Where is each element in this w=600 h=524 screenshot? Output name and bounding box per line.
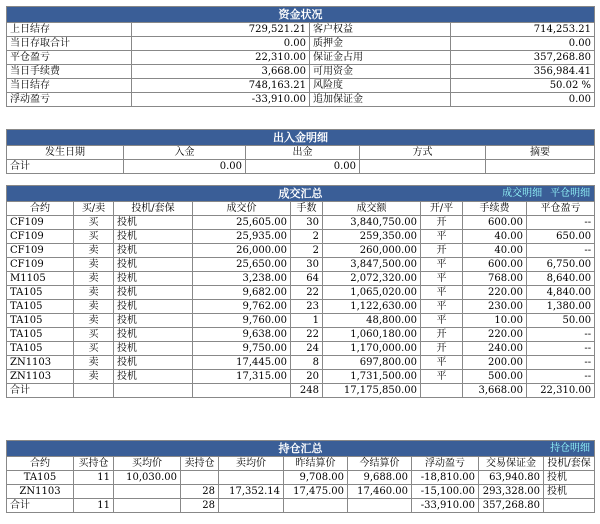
position-total-row-cell: 357,268.80: [479, 499, 544, 513]
trade-row-cell: --: [527, 356, 595, 370]
trade-row-cell: CF109: [7, 230, 74, 244]
trade-row-cell: 3,238.00: [193, 272, 291, 286]
trade-header-row-cell: 开/平: [421, 202, 463, 216]
trade-row-cell: 1,170,000.00: [323, 342, 421, 356]
trade-row-cell: 25,605.00: [193, 216, 291, 230]
trade-row-cell: 230.00: [463, 300, 527, 314]
capital-row-cell: 当日结存: [7, 79, 132, 93]
position-total-row-cell: [544, 499, 595, 513]
cash-inout-header: [7, 146, 595, 160]
trade-header-row-cell: 成交价: [193, 202, 291, 216]
position-header-row-cell: 浮动盈亏: [412, 457, 479, 471]
trade-row-cell: 2: [291, 230, 323, 244]
trade-row-cell: 平: [421, 286, 463, 300]
trade-detail-link[interactable]: 成交明细: [502, 188, 543, 199]
position-header-row-cell: 昨结算价: [284, 457, 348, 471]
trade-row: [7, 258, 595, 272]
trade-header-row-cell: 手数: [291, 202, 323, 216]
position-header-row-cell: 卖持仓: [181, 457, 219, 471]
trade-row-cell: 投机: [114, 286, 193, 300]
capital-row-cell: 保证金占用: [310, 51, 451, 65]
capital-row-cell: 0.00: [451, 93, 595, 107]
trade-row-cell: 240.00: [463, 342, 527, 356]
capital-row-cell: 714,253.21: [451, 23, 595, 37]
trade-row-cell: 投机: [114, 300, 193, 314]
cash-inout-total-row: [7, 160, 595, 174]
position-row-cell: TA105: [7, 471, 74, 485]
position-total-row-cell: [219, 499, 284, 513]
trade-row-cell: TA105: [7, 314, 74, 328]
position-row-cell: 17,460.00: [348, 485, 412, 499]
trade-total-row-cell: [421, 384, 463, 398]
trade-total-row-cell: 248: [291, 384, 323, 398]
position-summary-title: 持仓汇总: [278, 442, 323, 455]
trade-row-cell: 17,315.00: [193, 370, 291, 384]
trade-row-cell: 3,847,500.00: [323, 258, 421, 272]
trade-row-cell: 1,380.00: [527, 300, 595, 314]
position-header-row-cell: 今结算价: [348, 457, 412, 471]
trade-row-cell: TA105: [7, 300, 74, 314]
position-row-cell: 投机: [544, 471, 595, 485]
trade-row-cell: 买: [74, 230, 114, 244]
trade-row: [7, 216, 595, 230]
trade-header-row-cell: 合约: [7, 202, 74, 216]
trade-row-cell: 平: [421, 356, 463, 370]
trade-row-cell: 投机: [114, 314, 193, 328]
trade-total-row-cell: 22,310.00: [527, 384, 595, 398]
trade-row-cell: TA105: [7, 286, 74, 300]
trade-row-cell: 1: [291, 314, 323, 328]
capital-row-cell: 浮动盈亏: [7, 93, 132, 107]
trade-total-row-cell: 17,175,850.00: [323, 384, 421, 398]
trade-row-cell: 220.00: [463, 286, 527, 300]
trade-row-cell: 25,935.00: [193, 230, 291, 244]
trade-row: [7, 314, 595, 328]
trade-row-cell: 买: [74, 342, 114, 356]
position-row-cell: 投机: [544, 485, 595, 499]
capital-row-cell: 当日存取合计: [7, 37, 132, 51]
trade-row-cell: ZN1103: [7, 356, 74, 370]
capital-row: [7, 37, 595, 51]
position-row: [7, 485, 595, 499]
trade-row-cell: 9,682.00: [193, 286, 291, 300]
trade-row-cell: 8: [291, 356, 323, 370]
capital-row-cell: 上日结存: [7, 23, 132, 37]
trade-row-cell: 2: [291, 244, 323, 258]
trade-row-cell: 9,750.00: [193, 342, 291, 356]
trade-row: [7, 272, 595, 286]
position-header-row: [7, 457, 595, 471]
trade-row-cell: 平: [421, 314, 463, 328]
trade-row-cell: 600.00: [463, 216, 527, 230]
trade-row-cell: 投机: [114, 258, 193, 272]
trade-row-cell: M1105: [7, 272, 74, 286]
trade-row-cell: 64: [291, 272, 323, 286]
trade-header-row-cell: 成交额: [323, 202, 421, 216]
trade-header-row-cell: 投机/套保: [114, 202, 193, 216]
trade-row-cell: 50.00: [527, 314, 595, 328]
cash-inout-header-cell: 摘要: [486, 146, 595, 160]
capital-row-cell: 当日手续费: [7, 65, 132, 79]
trade-row-cell: 2,072,320.00: [323, 272, 421, 286]
trade-summary-links: [494, 186, 590, 201]
cash-inout-header-cell: 发生日期: [7, 146, 124, 160]
trade-row-cell: --: [527, 216, 595, 230]
trade-row-cell: 26,000.00: [193, 244, 291, 258]
capital-row: [7, 51, 595, 65]
trade-row-cell: 260,000.00: [323, 244, 421, 258]
position-row-cell: [74, 485, 114, 499]
position-total-row-cell: 28: [181, 499, 219, 513]
trade-row-cell: 3,840,750.00: [323, 216, 421, 230]
trade-row-cell: 259,350.00: [323, 230, 421, 244]
trade-row-cell: TA105: [7, 328, 74, 342]
capital-row-cell: 质押金: [310, 37, 451, 51]
cash-inout-total-row-cell: 合计: [7, 160, 124, 174]
trade-row-cell: 768.00: [463, 272, 527, 286]
trade-header-row-cell: 手续费: [463, 202, 527, 216]
trade-row-cell: 600.00: [463, 258, 527, 272]
capital-row-cell: 追加保证金: [310, 93, 451, 107]
trade-row-cell: --: [527, 370, 595, 384]
trade-row-cell: --: [527, 342, 595, 356]
trade-row-cell: 开: [421, 342, 463, 356]
trade-header-row-cell: 平仓盈亏: [527, 202, 595, 216]
trade-row-cell: 697,800.00: [323, 356, 421, 370]
position-total-row-cell: [114, 499, 181, 513]
position-total-row-cell: 合计: [7, 499, 74, 513]
trade-row-cell: 30: [291, 258, 323, 272]
trade-row-cell: 投机: [114, 356, 193, 370]
trade-row-cell: 48,800.00: [323, 314, 421, 328]
trade-row-cell: 卖: [74, 300, 114, 314]
capital-row-cell: 729,521.21: [132, 23, 310, 37]
trade-row-cell: 9,638.00: [193, 328, 291, 342]
trade-total-row-cell: 3,668.00: [463, 384, 527, 398]
trade-row-cell: 卖: [74, 272, 114, 286]
trade-row-cell: 开: [421, 244, 463, 258]
close-detail-link[interactable]: 平仓明细: [550, 188, 591, 199]
cash-inout-total-row-cell: [360, 160, 486, 174]
cash-inout-title: 出入金明细: [7, 130, 595, 146]
trade-row-cell: 投机: [114, 216, 193, 230]
position-row-cell: ZN1103: [7, 485, 74, 499]
capital-row: [7, 93, 595, 107]
trade-row-cell: 9,762.00: [193, 300, 291, 314]
trade-row-cell: --: [527, 328, 595, 342]
position-row-cell: 17,475.00: [284, 485, 348, 499]
trade-row-cell: ZN1103: [7, 370, 74, 384]
capital-row-cell: 357,268.80: [451, 51, 595, 65]
trade-row-cell: 220.00: [463, 328, 527, 342]
position-row-cell: 17,352.14: [219, 485, 284, 499]
trade-row-cell: 24: [291, 342, 323, 356]
position-row-cell: -18,810.00: [412, 471, 479, 485]
trade-row-cell: 1,065,020.00: [323, 286, 421, 300]
trade-row-cell: 投机: [114, 230, 193, 244]
position-row-cell: [219, 471, 284, 485]
trade-row-cell: CF109: [7, 244, 74, 258]
capital-row-cell: 0.00: [451, 37, 595, 51]
trade-row-cell: 1,731,500.00: [323, 370, 421, 384]
position-row-cell: [181, 471, 219, 485]
position-total-row-cell: [348, 499, 412, 513]
trade-total-row-cell: [114, 384, 193, 398]
position-row-cell: 9,708.00: [284, 471, 348, 485]
trade-row: [7, 328, 595, 342]
trade-row-cell: 500.00: [463, 370, 527, 384]
cash-inout-total-row-cell: 0.00: [124, 160, 246, 174]
position-total-row-cell: [284, 499, 348, 513]
position-row-cell: 63,940.80: [479, 471, 544, 485]
position-detail-link[interactable]: 持仓明细: [550, 443, 591, 454]
trade-row-cell: 投机: [114, 370, 193, 384]
trade-row-cell: CF109: [7, 258, 74, 272]
capital-row-cell: 22,310.00: [132, 51, 310, 65]
trade-total-row-cell: 合计: [7, 384, 74, 398]
capital-row-cell: 客户权益: [310, 23, 451, 37]
trade-row: [7, 370, 595, 384]
capital-row: [7, 65, 595, 79]
trade-row-cell: 卖: [74, 258, 114, 272]
trade-row-cell: 9,760.00: [193, 314, 291, 328]
trade-row-cell: 23: [291, 300, 323, 314]
position-row-cell: 10,030.00: [114, 471, 181, 485]
position-row-cell: -15,100.00: [412, 485, 479, 499]
trade-summary-title: 成交汇总: [278, 187, 323, 200]
capital-row-cell: 0.00: [132, 37, 310, 51]
trade-total-row-cell: [193, 384, 291, 398]
position-summary-links: [542, 441, 590, 456]
trade-row-cell: 平: [421, 230, 463, 244]
trade-row-cell: 20: [291, 370, 323, 384]
trade-total-row-cell: [74, 384, 114, 398]
position-row-cell: [114, 485, 181, 499]
trade-row-cell: 22: [291, 286, 323, 300]
trade-row-cell: 卖: [74, 370, 114, 384]
trade-row: [7, 286, 595, 300]
capital-row-cell: 平仓盈亏: [7, 51, 132, 65]
capital-row-cell: 356,984.41: [451, 65, 595, 79]
trade-row-cell: 平: [421, 272, 463, 286]
trade-row-cell: 平: [421, 258, 463, 272]
trade-row-cell: 30: [291, 216, 323, 230]
position-header-row-cell: 投机/套保: [544, 457, 595, 471]
trade-row-cell: 买: [74, 328, 114, 342]
cash-inout-header-cell: 出金: [246, 146, 360, 160]
capital-row-cell: -33,910.00: [132, 93, 310, 107]
trade-row-cell: 8,640.00: [527, 272, 595, 286]
trade-row-cell: 卖: [74, 244, 114, 258]
trade-row: [7, 230, 595, 244]
trade-row-cell: 1,060,180.00: [323, 328, 421, 342]
trade-row-cell: TA105: [7, 342, 74, 356]
trade-row-cell: 17,445.00: [193, 356, 291, 370]
position-header-row-cell: 卖均价: [219, 457, 284, 471]
trade-row-cell: 22: [291, 328, 323, 342]
trade-header-row: [7, 202, 595, 216]
capital-row: [7, 79, 595, 93]
trade-row-cell: CF109: [7, 216, 74, 230]
trade-row-cell: 卖: [74, 314, 114, 328]
position-summary-table: [6, 440, 595, 513]
position-total-row-cell: -33,910.00: [412, 499, 479, 513]
trade-row-cell: 买: [74, 216, 114, 230]
position-row-cell: 293,328.00: [479, 485, 544, 499]
position-row-cell: 9,688.00: [348, 471, 412, 485]
trade-row: [7, 356, 595, 370]
trade-row-cell: 开: [421, 328, 463, 342]
position-header-row-cell: 买均价: [114, 457, 181, 471]
trade-row-cell: 卖: [74, 356, 114, 370]
capital-row-cell: 风险度: [310, 79, 451, 93]
trade-total-row: [7, 384, 595, 398]
capital-row-cell: 可用资金: [310, 65, 451, 79]
trade-row-cell: 投机: [114, 244, 193, 258]
cash-inout-header-cell: 方式: [360, 146, 486, 160]
trade-row-cell: 10.00: [463, 314, 527, 328]
capital-status-table: [6, 6, 595, 107]
trade-row: [7, 244, 595, 258]
trade-row-cell: 25,650.00: [193, 258, 291, 272]
cash-inout-total-row-cell: 0.00: [246, 160, 360, 174]
capital-status-title: 资金状况: [7, 7, 595, 23]
trade-row-cell: 开: [421, 216, 463, 230]
trade-row-cell: 投机: [114, 272, 193, 286]
position-header-row-cell: 合约: [7, 457, 74, 471]
position-total-row-cell: 11: [74, 499, 114, 513]
trade-row-cell: 650.00: [527, 230, 595, 244]
cash-inout-table: [6, 129, 595, 174]
position-header-row-cell: 交易保证金: [479, 457, 544, 471]
trade-row-cell: 200.00: [463, 356, 527, 370]
cash-inout-header-cell: 入金: [124, 146, 246, 160]
trade-row-cell: 投机: [114, 328, 193, 342]
trade-row-cell: 卖: [74, 286, 114, 300]
trade-summary-table: [6, 185, 595, 398]
capital-row-cell: 748,163.21: [132, 79, 310, 93]
trade-row: [7, 342, 595, 356]
capital-row: [7, 23, 595, 37]
capital-row-cell: 50.02 %: [451, 79, 595, 93]
trade-row-cell: 投机: [114, 342, 193, 356]
cash-inout-total-row-cell: [486, 160, 595, 174]
trade-row: [7, 300, 595, 314]
trade-row-cell: 40.00: [463, 230, 527, 244]
position-header-row-cell: 买持仓: [74, 457, 114, 471]
trade-row-cell: 4,840.00: [527, 286, 595, 300]
position-row: [7, 471, 595, 485]
position-total-row: [7, 499, 595, 513]
trade-row-cell: 40.00: [463, 244, 527, 258]
trade-row-cell: 6,750.00: [527, 258, 595, 272]
trade-row-cell: 1,122,630.00: [323, 300, 421, 314]
trade-row-cell: 平: [421, 300, 463, 314]
trade-header-row-cell: 买/卖: [74, 202, 114, 216]
position-row-cell: 28: [181, 485, 219, 499]
capital-row-cell: 3,668.00: [132, 65, 310, 79]
trade-row-cell: 平: [421, 370, 463, 384]
position-row-cell: 11: [74, 471, 114, 485]
trade-row-cell: --: [527, 244, 595, 258]
